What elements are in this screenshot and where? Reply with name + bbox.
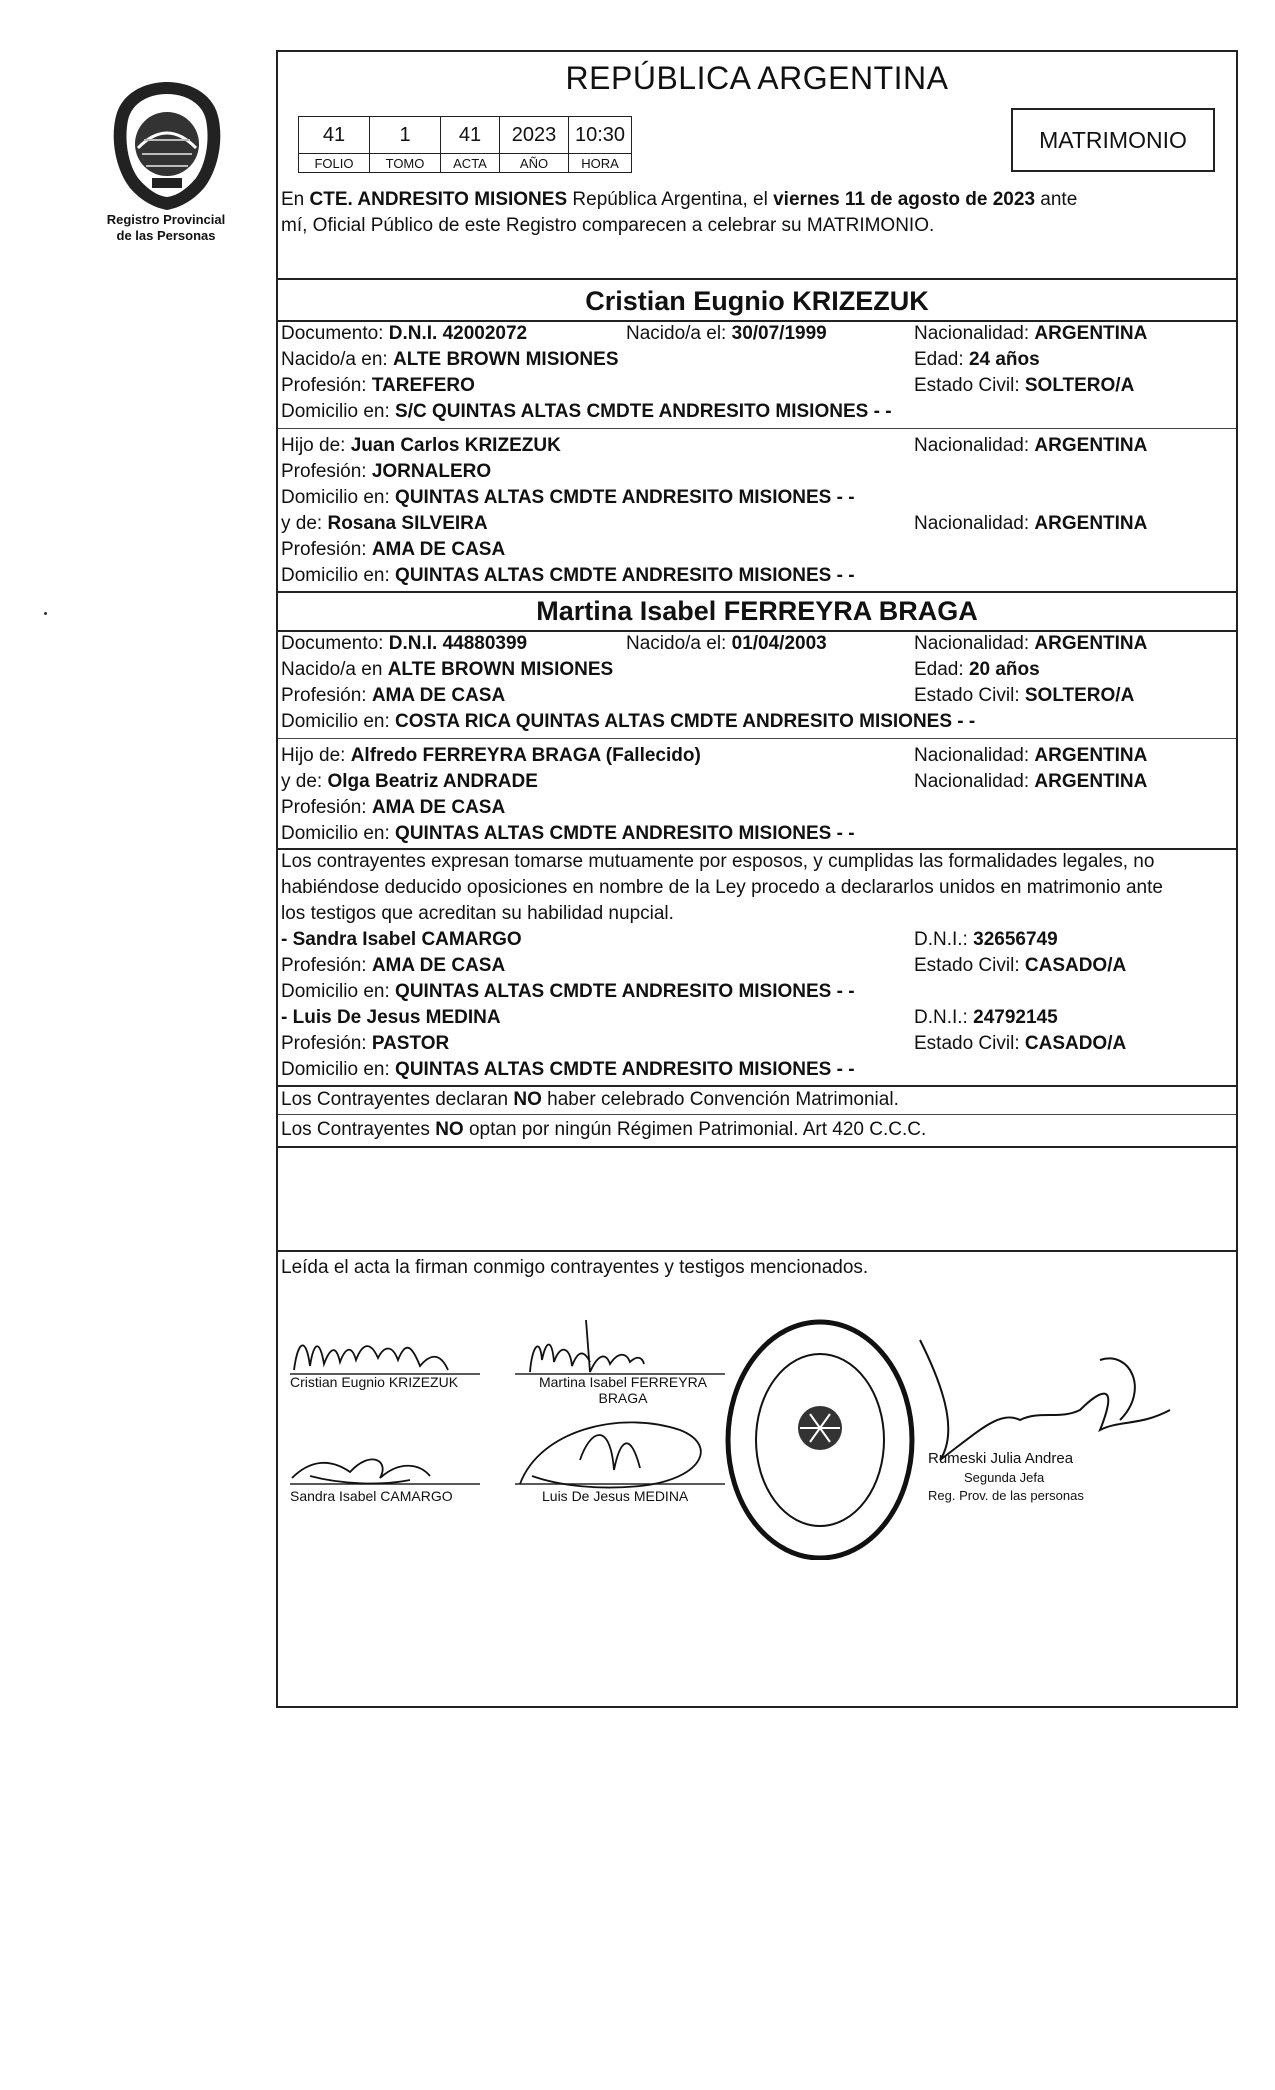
spouse1-mother-address: Domicilio en: QUINTAS ALTAS CMDTE ANDRESITO MISIONES - - <box>281 565 855 586</box>
spouse2-mother: y de: Olga Beatriz ANDRADE <box>281 771 538 792</box>
witness2-address: Domicilio en: QUINTAS ALTAS CMDTE ANDRESITO MISIONES - - <box>281 1059 855 1080</box>
signature-caption-spouse1: Cristian Eugnio KRIZEZUK <box>290 1374 459 1390</box>
spouse1-mother-nationality: Nacionalidad: ARGENTINA <box>914 513 1148 534</box>
spouse2-father-nationality: Nacionalidad: ARGENTINA <box>914 745 1148 766</box>
spouse2-name: Martina Isabel FERREYRA BRAGA <box>536 596 978 626</box>
spouse1-mother-profession: Profesión: AMA DE CASA <box>281 539 506 560</box>
signature-caption-witness2: Luis De Jesus MEDINA <box>542 1488 689 1504</box>
divider <box>278 428 1236 429</box>
witness2-profession: Profesión: PASTOR <box>281 1033 450 1054</box>
tomo-label: TOMO <box>370 154 441 173</box>
year-value: 2023 <box>500 117 569 154</box>
spouse2-document: Documento: D.N.I. 44880399 <box>281 633 528 654</box>
officer-name: Rumeski Julia Andrea <box>928 1450 1074 1467</box>
intro-date: viernes 11 de agosto de 2023 <box>773 189 1036 210</box>
spouse2-nationality: Nacionalidad: ARGENTINA <box>914 633 1148 654</box>
witness2-civil-status: Estado Civil: CASADO/A <box>914 1033 1127 1054</box>
witness1-dni: D.N.I.: 32656749 <box>914 929 1058 950</box>
act-type-box: MATRIMONIO <box>1011 108 1215 172</box>
tomo-value: 1 <box>370 117 441 154</box>
spouse2-mother-address: Domicilio en: QUINTAS ALTAS CMDTE ANDRESITO MISIONES - - <box>281 823 855 844</box>
folio-value: 41 <box>299 117 370 154</box>
spouse2-address: Domicilio en: COSTA RICA QUINTAS ALTAS CMDTE ANDRESITO MISIONES - - <box>281 711 976 732</box>
logo-caption-line2: de las Personas <box>116 228 216 243</box>
spouse2-mother-nationality: Nacionalidad: ARGENTINA <box>914 771 1148 792</box>
spouse2-age: Edad: 20 años <box>914 659 1040 680</box>
country-title: REPÚBLICA ARGENTINA <box>565 60 949 96</box>
declaration-line2: habiéndose deducido oposiciones en nombre de la Ley procedo a declararlos unidos en matrimonio ante <box>281 877 1163 898</box>
convention-line2: Los Contrayentes NO optan por ningún Régimen Patrimonial. Art 420 C.C.C. <box>281 1119 927 1140</box>
spouse2-father: Hijo de: Alfredo FERREYRA BRAGA (Fallecido) <box>281 745 701 766</box>
divider <box>276 278 1238 280</box>
spouse2-birthplace: Nacido/a en ALTE BROWN MISIONES <box>281 659 614 680</box>
declaration-line3: los testigos que acreditan su habilidad nupcial. <box>281 903 674 924</box>
acta-label: ACTA <box>441 154 500 173</box>
divider <box>276 1146 1238 1148</box>
logo-caption-line1: Registro Provincial <box>106 212 226 227</box>
signature-caption-spouse2: Martina Isabel FERREYRA BRAGA <box>538 1374 708 1406</box>
spouse1-civil-status: Estado Civil: SOLTERO/A <box>914 375 1135 396</box>
folio-label: FOLIO <box>299 154 370 173</box>
spouse1-father-profession: Profesión: JORNALERO <box>281 461 492 482</box>
spouse1-father: Hijo de: Juan Carlos KRIZEZUK <box>281 435 561 456</box>
spouse1-nationality: Nacionalidad: ARGENTINA <box>914 323 1148 344</box>
spouse2-profession: Profesión: AMA DE CASA <box>281 685 506 706</box>
spouse2-civil-status: Estado Civil: SOLTERO/A <box>914 685 1135 706</box>
spouse1-father-nationality: Nacionalidad: ARGENTINA <box>914 435 1148 456</box>
spouse1-birthplace: Nacido/a en: ALTE BROWN MISIONES <box>281 349 619 370</box>
witness2-dni: D.N.I.: 24792145 <box>914 1007 1058 1028</box>
spouse2-birthdate: Nacido/a el: 01/04/2003 <box>626 633 827 654</box>
hour-value: 10:30 <box>569 117 632 154</box>
registry-table <box>298 116 632 173</box>
spouse1-name: Cristian Eugnio KRIZEZUK <box>585 286 929 316</box>
year-label: AÑO <box>500 154 569 173</box>
witness2-name: - Luis De Jesus MEDINA <box>281 1007 501 1028</box>
registry-logo-caption <box>96 212 236 244</box>
signature-caption-witness1: Sandra Isabel CAMARGO <box>290 1488 453 1504</box>
convention-line1: Los Contrayentes declaran NO haber celebrado Convención Matrimonial. <box>281 1089 899 1110</box>
spouse1-document: Documento: D.N.I. 42002072 <box>281 323 528 344</box>
officer-title: Segunda Jefa <box>964 1470 1045 1485</box>
closing-statement: Leída el acta la firman conmigo contrayentes y testigos mencionados. <box>281 1257 869 1278</box>
intro-line2: mí, Oficial Público de este Registro comparecen a celebrar su MATRIMONIO. <box>281 215 935 236</box>
spouse1-address: Domicilio en: S/C QUINTAS ALTAS CMDTE ANDRESITO MISIONES - - <box>281 401 892 422</box>
witness1-name: - Sandra Isabel CAMARGO <box>281 929 522 950</box>
divider <box>276 1085 1238 1087</box>
witness1-profession: Profesión: AMA DE CASA <box>281 955 506 976</box>
declaration-line1: Los contrayentes expresan tomarse mutuamente por esposos, y cumplidas las formalidades legales, no <box>281 851 1155 872</box>
signature-area <box>280 1300 1230 1560</box>
stray-dot <box>44 612 47 615</box>
spouse1-age: Edad: 24 años <box>914 349 1040 370</box>
spouse1-mother: y de: Rosana SILVEIRA <box>281 513 488 534</box>
spouse1-profession: Profesión: TAREFERO <box>281 375 475 396</box>
divider <box>278 738 1236 739</box>
witness1-civil-status: Estado Civil: CASADO/A <box>914 955 1127 976</box>
spouse1-father-address: Domicilio en: QUINTAS ALTAS CMDTE ANDRESITO MISIONES - - <box>281 487 855 508</box>
divider <box>278 1114 1236 1115</box>
officer-registry: Reg. Prov. de las personas <box>928 1488 1084 1503</box>
spouse2-mother-profession: Profesión: AMA DE CASA <box>281 797 506 818</box>
intro-place: CTE. ANDRESITO MISIONES <box>309 189 568 210</box>
registry-logo <box>108 78 226 213</box>
witness1-address: Domicilio en: QUINTAS ALTAS CMDTE ANDRESITO MISIONES - - <box>281 981 855 1002</box>
acta-value: 41 <box>441 117 500 154</box>
hour-label: HORA <box>569 154 632 173</box>
divider <box>276 591 1238 593</box>
divider <box>276 1250 1238 1252</box>
spouse1-birthdate: Nacido/a el: 30/07/1999 <box>626 323 827 344</box>
intro-line1: En CTE. ANDRESITO MISIONES República Argentina, el viernes 11 de agosto de 2023 ante <box>281 189 1078 210</box>
